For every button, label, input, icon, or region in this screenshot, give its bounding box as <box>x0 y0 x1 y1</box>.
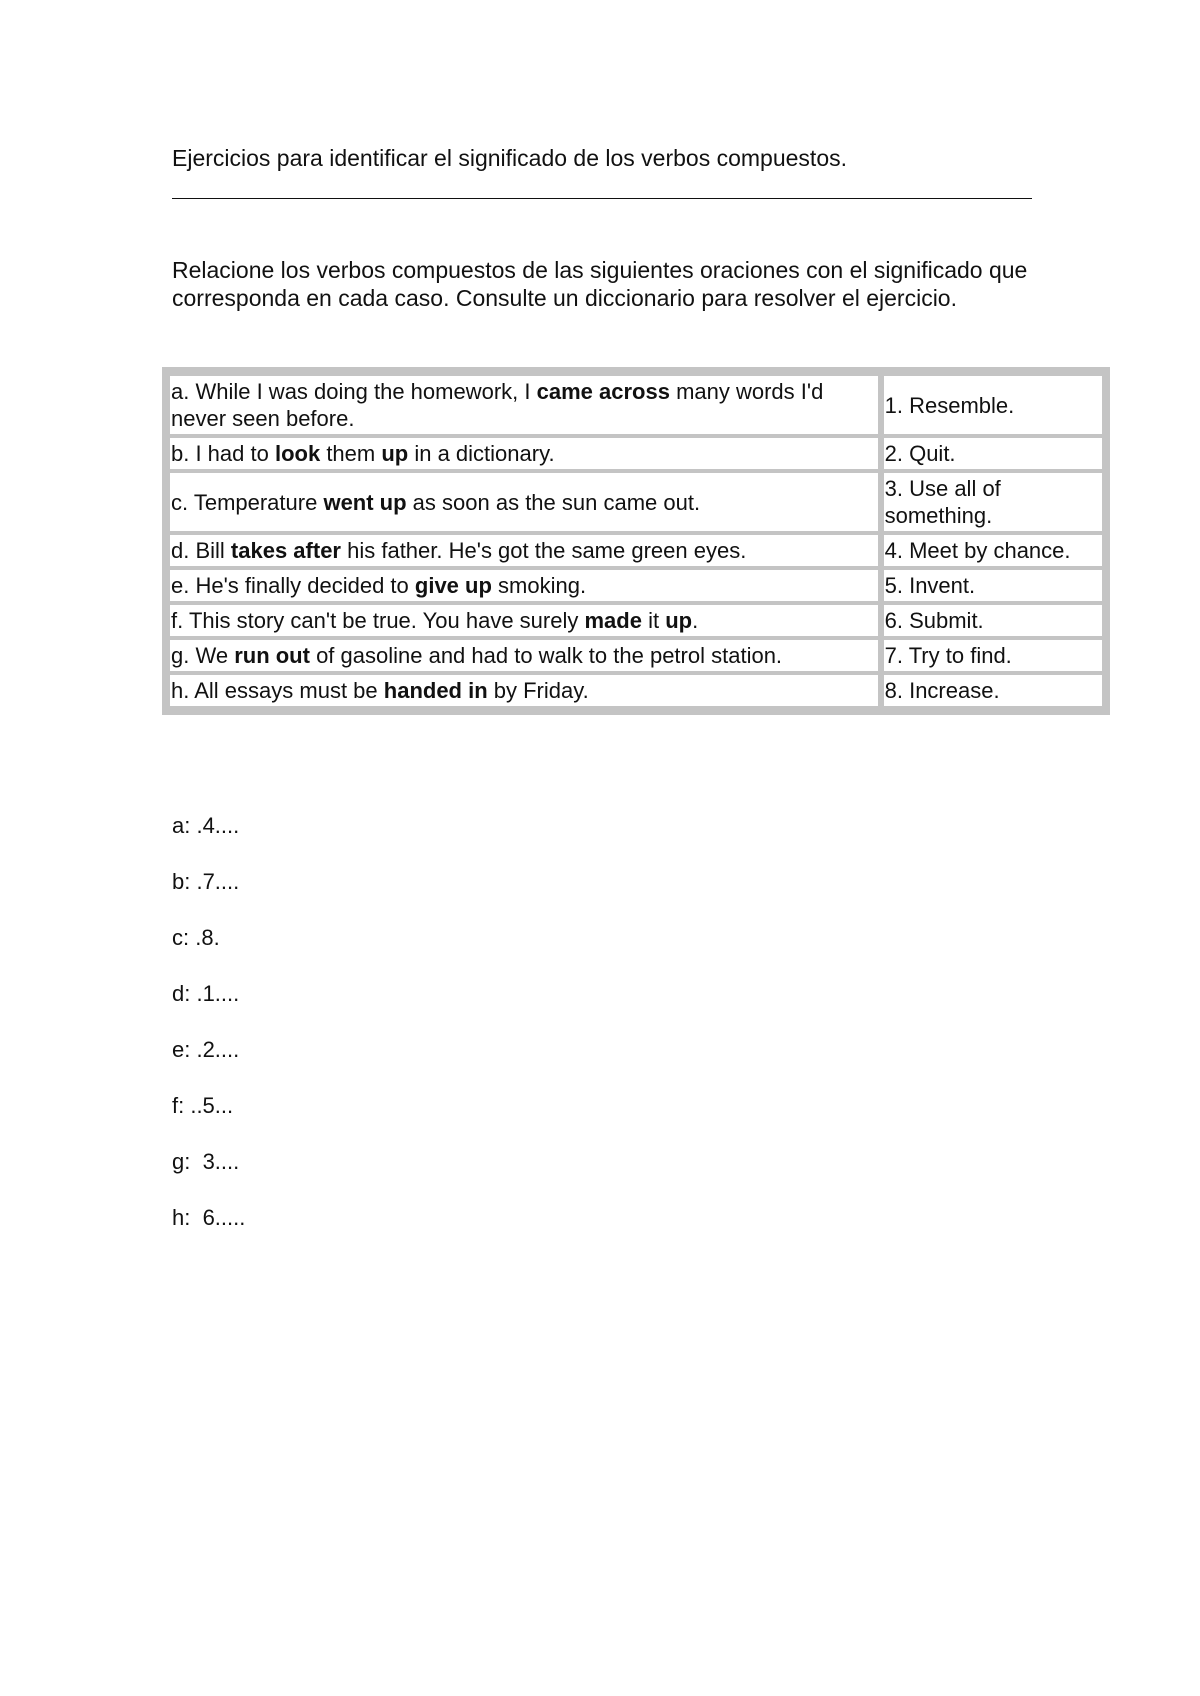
sentence-text: h. All essays must be <box>171 678 384 703</box>
sentence-text: of gasoline and had to walk to the petrol station. <box>309 643 783 668</box>
phrasal-verb: came across <box>536 379 670 404</box>
phrasal-verb: made <box>584 608 642 633</box>
answer-line: f: ..5... <box>172 1093 234 1118</box>
answer-line: a: .4.... <box>172 813 240 838</box>
sentence-text: c. Temperature <box>171 489 324 515</box>
sentence-cell <box>170 473 884 531</box>
phrasal-verb: look <box>274 441 321 466</box>
table-row <box>170 640 1102 671</box>
sentence-cell <box>170 675 884 706</box>
sentence-text: many words I'd never seen before. <box>171 379 824 431</box>
answer-line: d: .1.... <box>172 981 240 1006</box>
table-row <box>170 473 1102 531</box>
sentence-text: them <box>320 441 382 466</box>
meaning-cell: 5. Invent. <box>884 570 1102 601</box>
sentence-text: as soon as the sun came out. <box>406 489 701 515</box>
sentence-text: e. He's finally decided to <box>171 573 415 598</box>
sentence-text: . <box>692 608 699 633</box>
sentence-text: his father. He's got the same green eyes. <box>341 538 747 563</box>
sentence-text: in a dictionary. <box>408 441 555 466</box>
answer-line: c: .8. <box>172 925 220 950</box>
phrasal-verb: up <box>665 608 693 633</box>
sentence-text: f. This story can't be true. You have surely <box>171 608 585 633</box>
sentence-cell <box>170 376 884 434</box>
table-row <box>170 570 1102 601</box>
phrasal-verb: run out <box>234 643 310 668</box>
meaning-cell: 8. Increase. <box>884 675 1102 706</box>
sentence-text: b. I had to <box>171 441 275 466</box>
phrasal-verb: takes after <box>230 538 341 563</box>
meaning-cell: 2. Quit. <box>884 438 1102 469</box>
answer-line: e: .2.... <box>172 1037 240 1062</box>
answers-list <box>172 812 245 1260</box>
meaning-cell: 3. Use all of something. <box>884 473 1102 531</box>
meaning-cell: 4. Meet by chance. <box>884 535 1102 566</box>
sentence-cell <box>170 570 884 601</box>
table-row <box>170 675 1102 706</box>
table-row <box>170 438 1102 469</box>
answer-line: b: .7.... <box>172 869 240 894</box>
sentence-text: g. We <box>171 643 235 668</box>
meaning-cell: 1. Resemble. <box>884 376 1102 434</box>
phrasal-verb: up <box>381 441 409 466</box>
sentence-text: smoking. <box>491 573 587 598</box>
meaning-cell: 7. Try to find. <box>884 640 1102 671</box>
sentence-cell <box>170 535 884 566</box>
matching-table <box>162 367 1110 715</box>
title-underline <box>172 198 1032 199</box>
sentence-text: d. Bill <box>171 538 231 563</box>
sentence-cell <box>170 605 884 636</box>
sentence-text: it <box>641 608 666 633</box>
phrasal-verb: give up <box>414 573 492 598</box>
answer-line: h: 6..... <box>172 1205 246 1230</box>
table-row <box>170 535 1102 566</box>
phrasal-verb: handed in <box>383 678 488 703</box>
sentence-text: a. While I was doing the homework, I <box>171 379 537 404</box>
meaning-cell: 6. Submit. <box>884 605 1102 636</box>
table-row <box>170 376 1102 434</box>
sentence-cell <box>170 438 884 469</box>
answer-line: g: 3.... <box>172 1149 240 1174</box>
document-title: Ejercicios para identificar el significado de los verbos compuestos. <box>172 145 847 171</box>
sentence-text: by Friday. <box>487 678 589 703</box>
instructions-paragraph: Relacione los verbos compuestos de las siguientes oraciones con el significado que corresponda en cada caso. Consulte un diccionario para resolver el ejercicio. <box>172 257 1028 311</box>
phrasal-verb: went up <box>323 489 407 515</box>
matching-table-body <box>170 376 1102 706</box>
table-row <box>170 605 1102 636</box>
sentence-cell <box>170 640 884 671</box>
